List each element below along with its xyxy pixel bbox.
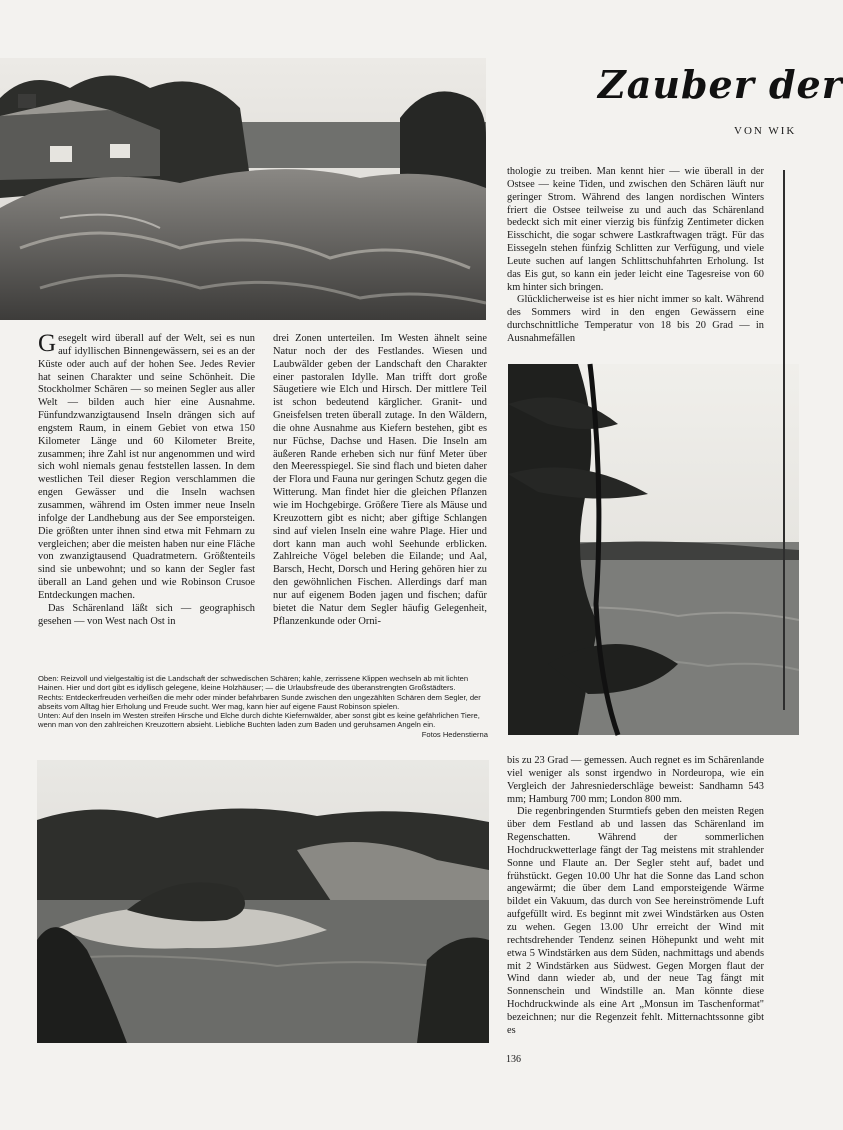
paragraph: Glücklicherweise ist es hier nicht immer so kalt. Während des Sommers wird in den engen Gewässern eine durchschnittliche Temperatur von 18 bis 20 Grad — in Ausnahmefällen	[507, 294, 764, 344]
text-column-2	[273, 333, 487, 628]
text-column-3-bottom	[507, 755, 764, 1038]
paragraph-text: esegelt wird überall auf der Welt, sei es nun auf idyllischen Binnengewässern, sei es an der Küste oder auch auf der hohen See. Jedes Revier hat seinen Charakter und seine Schönheit. Die Stockholmer Schären — so meinen Segler aus aller Welt — bilden auch hier eine Ausnahme. Fünfundzwanzigtausend Inseln drängen sich auf engstem Raum, in einem Gebiet von etwa 150 Kilometer Länge und 60 Kilometer Breite, zusammen; ihre Zahl ist nur angenommen und wird sich wohl niemals genau feststellen lassen. In dem westlichen Teil dieser Region verschlammen die engen Gewässer und die Inseln wachsen zusammen, während im Osten immer neue Inseln infolge der Landhebung aus der See emporsteigen. Die größten unter ihnen sind etwa mit Fehmarn zu vergleichen; aber die meisten haben nur eine Fläche von zwanzigtausend Quadratmetern. Größtenteils sind sie unbewohnt; und so kann der Segler fast überall an Land gehen und wie Robinson Crusoe Entdeckungen machen.	[38, 333, 255, 601]
text-column-3-top	[507, 166, 764, 346]
paragraph: Die regenbringenden Sturmtiefs geben den meisten Regen über dem Festland ab und lassen das Schärenland im Regenschatten. Während der sommerlichen Hochdruckwetterlage fängt der Tag meistens mit strahlender Sonne und Flaute an. Der Segler steht auf, badet und frühstückt. Gegen 10.00 Uhr hat die Sonne das Land schon angewärmt; die über dem Land emporsteigende Wärme bildet ein Vakuum, das durch von See hereinströmende Luft aufgefüllt wird. Es beginnt mit zwei Windstärken aus Osten zu wehen. Gegen 13.00 Uhr erreicht der Wind mit rechtsdrehender Tendenz seinen Höhepunkt und weht mit etwa 5 Windstärken aus dem Süden, nachmittags und abends mit 2 Windstärken aus Südwest. Gegen Morgen flaut der Wind dann wieder ab, und der neue Tag fängt mit Sonnenschein und Windstille an. Man könnte diese Hochdruckwinde als eine Art „Monsun im Taschenformat" bezeichnen; nur die Regenzeit fehlt. Mitternachtssonne gibt es	[507, 806, 764, 1036]
caption-bottom: Unten: Auf den Inseln im Westen streifen Hirsche und Elche durch dichte Kiefernwälder, aber sonst gibt es keine gefährlichen Tiere, wenn man von den zahlreichen Kreuzottern absieht. Liebliche Buchten laden zum Baden und geruhsamen Angeln ein.	[38, 711, 480, 730]
text-column-1	[38, 330, 255, 628]
bottom-photo	[37, 760, 489, 1043]
photo-captions	[38, 674, 488, 739]
paragraph: bis zu 23 Grad — gemessen. Auch regnet es im Schärenlande viel weniger als sonst irgendwo in Nordeuropa, wie ein Vergleich der Jahresniederschläge beweist: Sandhamn 543 mm; Hamburg 700 mm; London 800 mm.	[507, 755, 764, 805]
paragraph	[38, 330, 255, 603]
page-number: 136	[506, 1054, 521, 1065]
article-title: Zauber der	[598, 62, 843, 107]
page-edge-rule	[783, 170, 785, 710]
right-photo	[508, 364, 799, 735]
paragraph: drei Zonen unterteilen. Im Westen ähnelt seine Natur noch der des Festlandes. Wiesen und Laubwälder geben der Landschaft den Charakter einer pastoralen Idylle. Man trifft dort große Säugetiere wie Elch und Hirsch. Der mittlere Teil ist schon bedeutend kärglicher. Granit- und Gneisfelsen treten überall zutage. In den Wäldern, die ohne Ausnahme aus Kiefern bestehen, gibt es nur Füchse, Dachse und Hasen. Die Inseln am äußeren Rande erheben sich nur fünf Meter über den Meeresspiegel. Sie sind flach und bieten daher der Flora und Fauna nur geringen Schutz gegen die Witterung. Man findet hier die gleichen Pflanzen wie im Hochgebirge. Größere Tiere als Mäuse und Kreuzottern gibt es nicht; aber giftige Schlangen sind auf vielen Inseln eine wahre Plage. Hier und dort kann man auch wohl Seehunde erblicken. Zahlreiche Vögel beleben die Eilande; und Aal, Barsch, Hecht, Dorsch und Hering gehören hier zu den gewöhnlichen Fischen. Allerdings darf man nur auf eigenem Boden jagen und fischen; dafür bietet die Natur dem Segler häufig Gelegenheit, Pflanzenkunde oder Orni-	[273, 333, 487, 627]
photo-credit: Fotos Hedenstierna	[421, 729, 488, 739]
paragraph: thologie zu treiben. Man kennt hier — wie überall in der Ostsee — keine Tiden, und zwischen den Schären läuft nur geringer Strom. Während des langen nordischen Winters friert die Ostsee teilweise zu und auch das Schärenland bedeckt sich mit einer vierzig bis fünfzig Zentimeter dicken Eisschicht, die sogar schwere Lastkraftwagen trägt. Für das Eissegeln stehen fünfzig Schlitten zur Verfügung, und viele Leute suchen auf langen Schlittschuhfahrten Erholung. Ist das Eis gut, so kann ein jeder leicht eine Tagesreise von 60 km hinter sich bringen.	[507, 166, 764, 293]
top-photo	[0, 58, 486, 320]
caption-right: Rechts: Entdeckerfreuden verheißen die mehr oder minder befahrbaren Sunde zwischen den ungezählten Schären dem Segler, der abseits vom Alltag hier Erholung und Freude sucht. Wer mag, kann hier auf eigene Faust Robinson spielen.	[38, 692, 481, 711]
paragraph: Das Schärenland läßt sich — geographisch gesehen — von West nach Ost in	[38, 602, 255, 627]
caption-top: Oben: Reizvoll und vielgestaltig ist die Landschaft der schwedischen Schären; kahle, zerrissene Klippen wechseln ab mit lichten Hainen. Hier und dort gibt es idyllisch gelegene, kleine Holzhäuser; — die Urlaubsfreude des überanstrengten Großstädters.	[38, 674, 469, 693]
drop-cap: G	[38, 330, 57, 357]
byline: VON WIK	[734, 125, 797, 137]
